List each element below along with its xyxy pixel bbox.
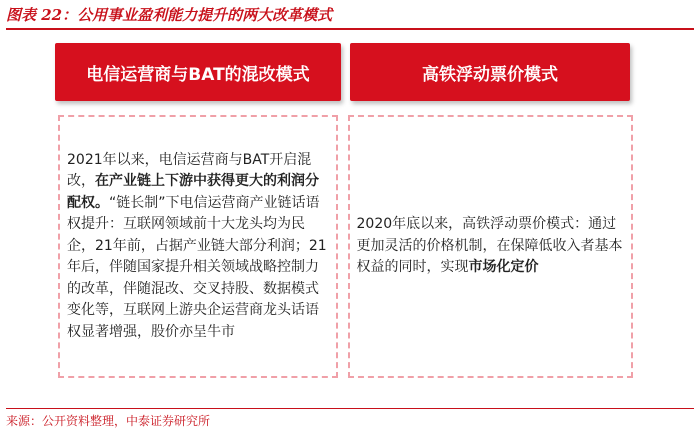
right-text-part-a: 2020年底以来，高铁浮动票价模式：通过更加灵活的价格机制，在保障低收入者基本权益的同时，实现 bbox=[356, 216, 623, 276]
left-text-bold: 在产业链上下游中获得更大的利润分配权。 bbox=[67, 173, 319, 211]
title-divider bbox=[6, 28, 694, 30]
left-text-part-a: 2021年以来，电信运营商与BAT开启混改， bbox=[67, 151, 312, 190]
left-column-header: 电信运营商与BAT的混改模式 bbox=[55, 43, 341, 101]
left-column-text bbox=[67, 150, 329, 344]
figure-title: 图表 22：公用事业盈利能力提升的两大改革模式 bbox=[6, 6, 333, 24]
source-note: 来源：公开资料整理，中泰证券研究所 bbox=[6, 414, 211, 428]
left-column-box bbox=[58, 115, 338, 378]
right-text-bold: 市场化定价 bbox=[468, 259, 539, 276]
right-column-box bbox=[348, 115, 633, 378]
source-divider bbox=[6, 408, 694, 409]
left-text-part-b: “链长制”下电信运营商产业链话语权提升：互联网领域前十大龙头均为民企，21年前，占据产业链大部分利润；21年后，伴随国家提升相关领域战略控制力的改革，伴随混改、交叉持股、数据模式变化等，互联网上游央企运营商龙头话语权显著增强，股价亦呈牛市 bbox=[67, 194, 327, 340]
right-column-header: 高铁浮动票价模式 bbox=[350, 43, 630, 101]
right-column-text bbox=[357, 214, 625, 279]
